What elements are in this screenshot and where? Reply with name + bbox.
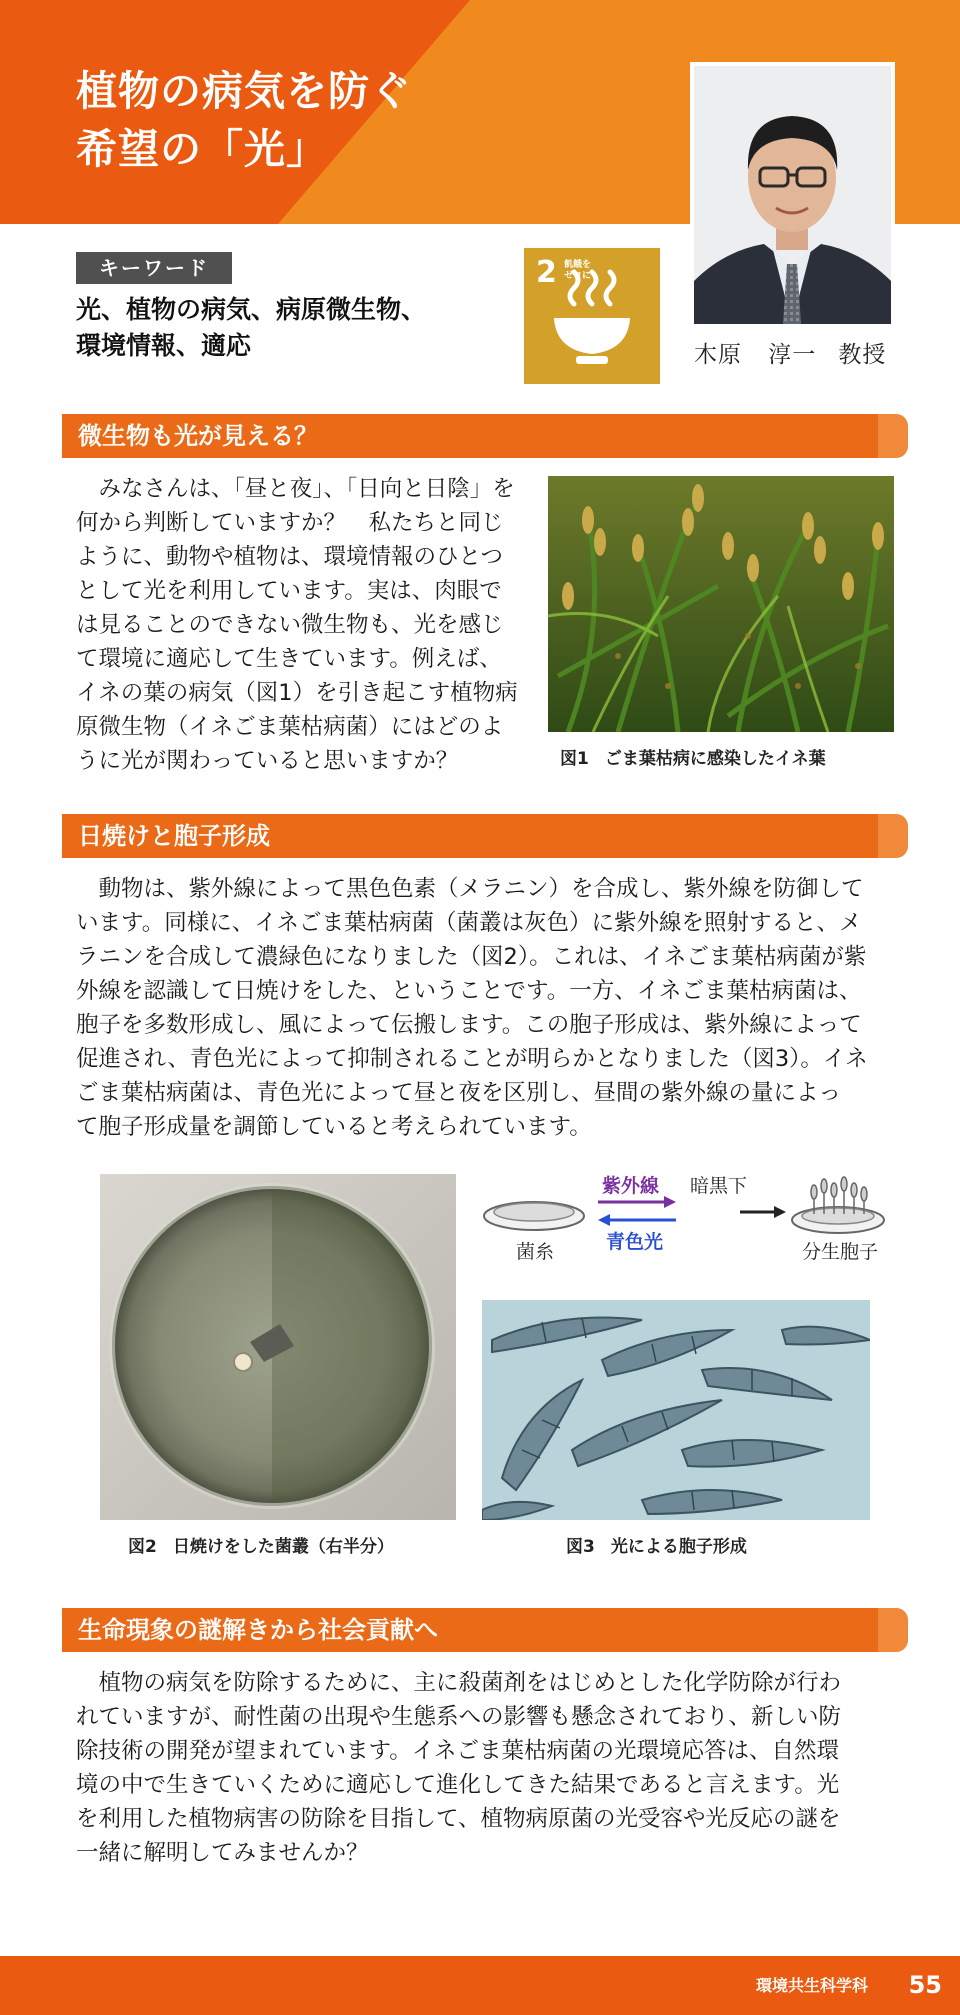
text-line: 境の中で生きていくために適応して進化してきた結果であると言えます。光: [76, 1772, 840, 1798]
text-line: て環境に適応して生きています。例えば、: [76, 646, 502, 672]
text-line: 除技術の開発が望まれています。イネごま葉枯病菌の光環境応答は、自然環: [76, 1738, 839, 1764]
text-line: みなさんは、「昼と夜」、「日向と日陰」を: [76, 476, 515, 502]
text-line: 外線を認識して日焼けをした、ということです。一方、イネごま葉枯病菌は、: [76, 978, 862, 1004]
conidia-micrograph-illustration: [482, 1300, 870, 1520]
text-line: イネの葉の病気（図1）を引き起こす植物病: [76, 680, 518, 706]
sdg-subtitle-line1: 飢餓を: [564, 260, 592, 270]
figure3-conidia-micrograph: [482, 1300, 870, 1520]
section1-paragraph: [76, 472, 518, 778]
text-line: 胞子を多数形成し、風によって伝搬します。この胞子形成は、紫外線によって: [76, 1012, 862, 1038]
blue-light-label: 青色光: [606, 1231, 664, 1253]
sdg-goal-number: 2: [536, 255, 557, 290]
section-heading-bar-2: [62, 814, 908, 858]
figure2-caption-number: 図2: [128, 1537, 157, 1557]
figure3-caption-text: 光による胞子形成: [610, 1537, 747, 1557]
professor-photo: [694, 66, 891, 324]
page-title-line1: 植物の病気を防ぐ: [76, 67, 412, 115]
keyword-tag: キーワード: [76, 252, 232, 284]
page-title: [76, 62, 412, 178]
figure3-light-response-diagram: [478, 1172, 888, 1286]
conidia-label: 分生胞子: [802, 1241, 879, 1263]
figure2-caption-text: 日焼けをした菌叢（右半分）: [172, 1537, 394, 1557]
page-number: 55: [908, 1971, 942, 1999]
sdg-subtitle-line2: ゼロに: [564, 271, 592, 281]
uv-light-label: 紫外線: [602, 1175, 660, 1197]
text-line: 植物の病気を防除するために、主に殺菌剤をはじめとした化学防除が行わ: [76, 1670, 842, 1696]
text-line: は見ることのできない微生物も、光を感じ: [76, 612, 504, 638]
figure2-colony-photo: [100, 1174, 456, 1520]
darkness-label: 暗黒下: [690, 1175, 748, 1197]
section-title-2: 日焼けと胞子形成: [78, 822, 270, 850]
text-line: ごま葉枯病菌は、青色光によって昼と夜を区別し、昼間の紫外線の量によっ: [76, 1080, 842, 1106]
figure1-caption-text: ごま葉枯病に感染したイネ葉: [604, 749, 826, 769]
text-line: うに光が関わっていると思いますか？: [76, 748, 459, 774]
professor-name: [694, 336, 886, 369]
section-title-3: 生命現象の謎解きから社会貢献へ: [78, 1616, 438, 1644]
figure1-rice-leaf-photo: [548, 476, 894, 732]
text-line: 一緒に解明してみませんか？: [76, 1840, 369, 1866]
rice-plants-illustration: [548, 476, 894, 732]
text-line: 原微生物（イネごま葉枯病菌）にはどのよ: [76, 714, 504, 740]
figure2-caption: [128, 1532, 394, 1557]
page-title-line2: 希望の「光」: [76, 125, 328, 173]
department-name: 環境共生科学科: [755, 1976, 868, 1995]
hyphae-label: 菌糸: [516, 1241, 555, 1263]
section-title-1: 微生物も光が見える？: [78, 422, 318, 450]
text-line: ように、動物や植物は、環境情報のひとつ: [76, 544, 504, 570]
person-photo-illustration: [694, 66, 891, 324]
text-line: を利用した植物病害の防除を目指して、植物病原菌の光受容や光反応の謎を: [76, 1806, 841, 1832]
section-heading-bar-3: [62, 1608, 908, 1652]
section-heading-bar-1: [62, 414, 908, 458]
figure3-caption: [566, 1532, 747, 1557]
keyword-line2: 環境情報、適応: [76, 331, 252, 360]
text-line: て胞子形成量を調節していると考えられています。: [76, 1114, 592, 1140]
sdg-goal-badge: [524, 248, 660, 384]
section2-paragraph: [76, 872, 868, 1144]
figure1-caption-number: 図1: [560, 749, 589, 769]
text-line: ラニンを合成して濃緑色になりました（図2）。これは、イネごま葉枯病菌が紫: [76, 944, 867, 970]
text-line: として光を利用しています。実は、肉眼で: [76, 578, 502, 604]
professor-title: 教授: [838, 342, 887, 368]
keyword-line1: 光、植物の病気、病原微生物、: [76, 295, 427, 324]
fungal-colony-illustration: [100, 1174, 456, 1520]
figure1-caption: [560, 744, 826, 769]
food-bowl-icon: [524, 248, 660, 384]
figure3-caption-number: 図3: [566, 1537, 595, 1557]
section3-paragraph: [76, 1666, 841, 1870]
text-line: 動物は、紫外線によって黒色色素（メラニン）を合成し、紫外線を防御して: [76, 876, 864, 902]
keyword-list: [76, 292, 456, 364]
text-line: 何から判断していますか？ 私たちと同じ: [76, 510, 504, 536]
professor-name-text: 木原 淳一: [694, 342, 817, 368]
professor-portrait: [690, 62, 895, 324]
text-line: います。同様に、イネごま葉枯病菌（菌叢は灰色）に紫外線を照射すると、メ: [76, 910, 862, 936]
text-line: 促進され、青色光によって抑制されることが明らかとなりました（図3）。イネ: [76, 1046, 868, 1072]
footer-bar: [0, 1956, 960, 2015]
sporulation-diagram: [478, 1172, 888, 1286]
text-line: れていますが、耐性菌の出現や生態系への影響も懸念されており、新しい防: [76, 1704, 842, 1730]
